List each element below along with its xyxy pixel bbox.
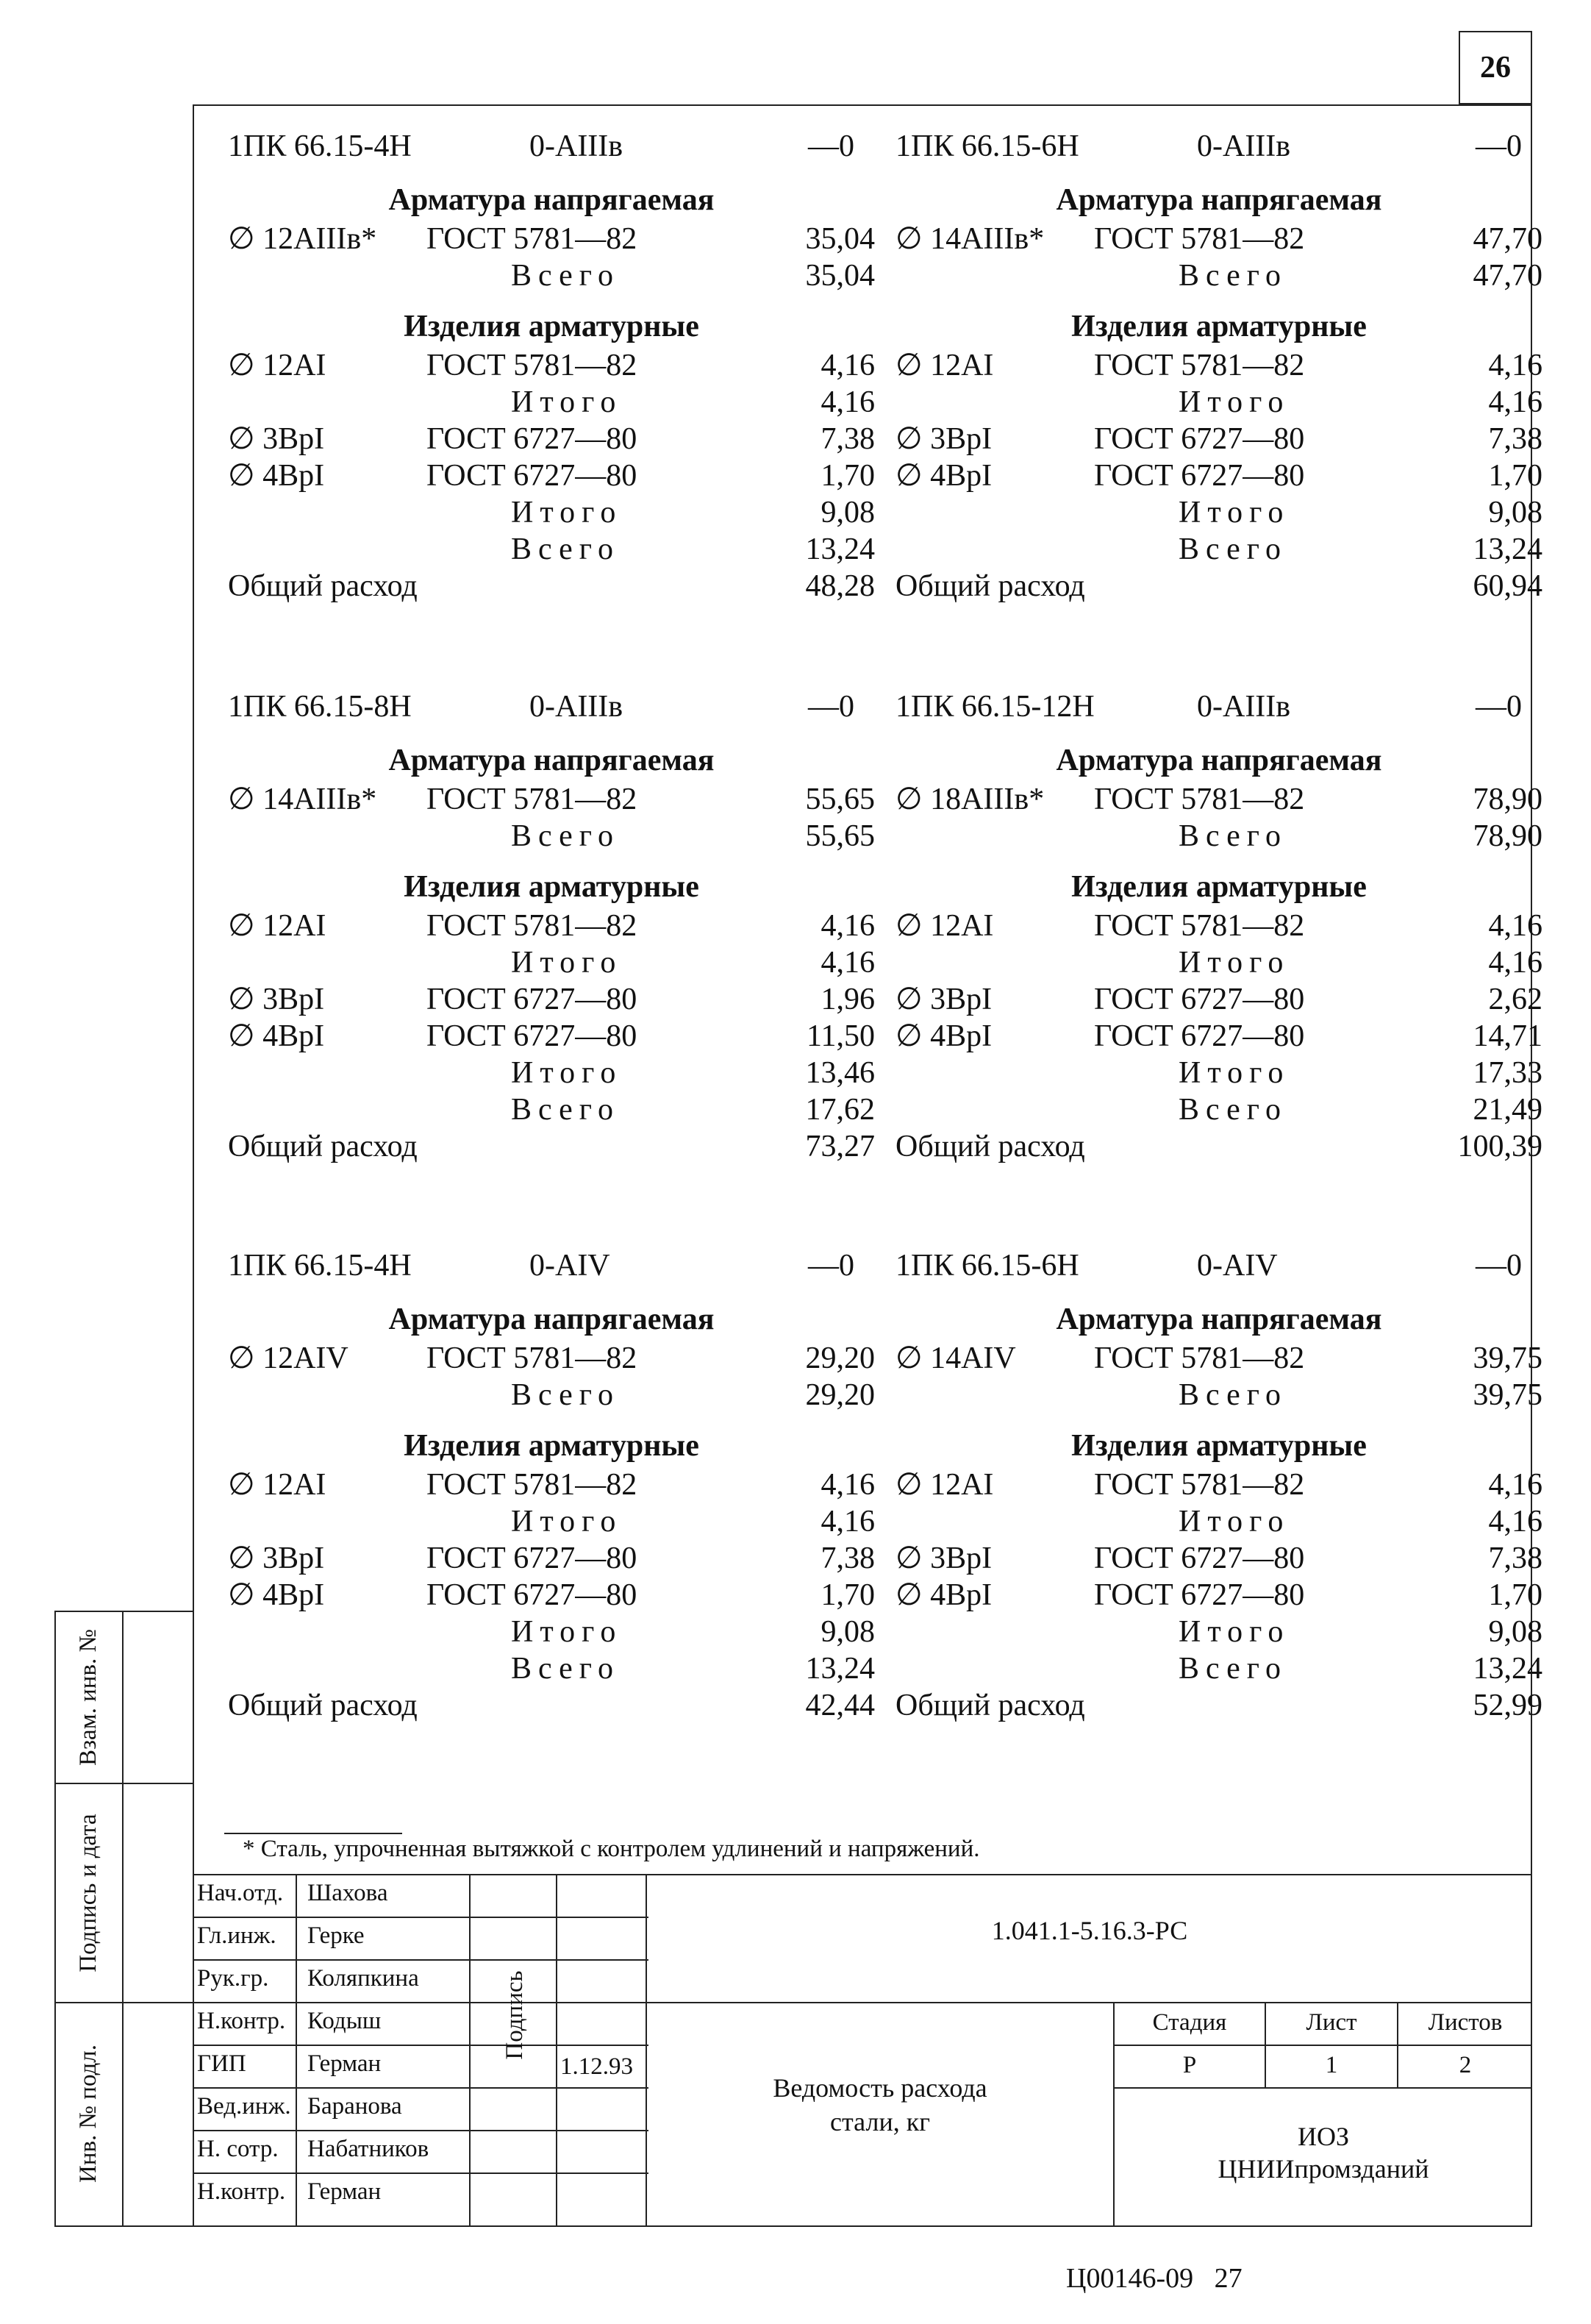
gost: ГОСТ 6727—80 [426, 422, 637, 456]
subtotal-label: Итого [511, 385, 623, 419]
subtotal-label: Итого [1179, 1615, 1290, 1649]
bar-type: ∅ 18АIIIв* [895, 783, 1045, 816]
block-row [228, 1614, 875, 1650]
value: 1,96 [820, 983, 875, 1016]
subtotal-value: 17,33 [1473, 1056, 1542, 1090]
block-row [895, 384, 1542, 421]
block-row [895, 568, 1542, 605]
block-row [228, 531, 875, 568]
value: 35,04 [805, 222, 875, 256]
stamp-name: Баранова [307, 2093, 402, 2120]
block-row [228, 1650, 875, 1687]
bottom-code: Ц00146-09 27 [1066, 2263, 1243, 2294]
block-row [228, 1340, 875, 1377]
total-label: Всего [1179, 1652, 1287, 1686]
block-row [895, 781, 1542, 818]
bar-type: ∅ 4ВрI [228, 459, 325, 493]
grand-total-value: 100,39 [1457, 1130, 1542, 1163]
value: 7,38 [1488, 1541, 1542, 1575]
subtotal-value: 4,16 [820, 946, 875, 980]
gost: ГОСТ 5781—82 [426, 222, 637, 256]
bar-type: ∅ 3ВрI [228, 1541, 325, 1575]
gost: ГОСТ 6727—80 [426, 1541, 637, 1575]
block-row [895, 1577, 1542, 1614]
grand-total-label: Общий расход [895, 1130, 1085, 1163]
subtotal-value: 9,08 [820, 1615, 875, 1649]
subtotal-label: Итого [1179, 1505, 1290, 1539]
subtotal-label: Итого [511, 496, 623, 530]
total-label: Всего [511, 532, 620, 566]
gost: ГОСТ 5781—82 [426, 909, 637, 943]
bar-type: ∅ 14АIIIв* [895, 222, 1045, 256]
bar-type: ∅ 12АI [895, 1468, 994, 1502]
block-row [895, 257, 1542, 294]
tolerance: —0 [808, 1249, 854, 1283]
subtotal-value: 13,46 [805, 1056, 875, 1090]
block-row [228, 421, 875, 457]
block-row [228, 944, 875, 981]
block-row [895, 1503, 1542, 1540]
bar-type: ∅ 4ВрI [895, 459, 993, 493]
subtotal-value: 4,16 [1488, 385, 1542, 419]
grand-total-value: 48,28 [805, 569, 875, 603]
block-row [895, 1055, 1542, 1091]
tolerance: —0 [808, 129, 854, 163]
bar-type: ∅ 12АIV [228, 1341, 348, 1375]
block-row [228, 568, 875, 605]
block-row [228, 981, 875, 1018]
block-row [228, 1466, 875, 1503]
bar-type: ∅ 12АI [228, 349, 326, 382]
total-label: Всего [1179, 1093, 1287, 1127]
bar-type: ∅ 4ВрI [228, 1578, 325, 1612]
signature-label: Подпись [501, 1970, 528, 2060]
block-row [895, 1340, 1542, 1377]
stamp-role: Вед.инж. [197, 2093, 291, 2120]
section-title-prestressed: Арматура напрягаемая [388, 183, 715, 217]
block-row [228, 1128, 875, 1165]
gost: ГОСТ 5781—82 [426, 783, 637, 816]
side-inv-label: Инв. № подл. [75, 2044, 101, 2184]
stamp-name: Шахова [307, 1880, 388, 1906]
gost: ГОСТ 5781—82 [426, 349, 637, 382]
bar-type: ∅ 4ВрI [228, 1019, 325, 1053]
value: 1,70 [1488, 1578, 1542, 1612]
block-row [228, 384, 875, 421]
mark: 1ПК 66.15-4Н [228, 1249, 412, 1283]
block-row [228, 1055, 875, 1091]
section-title-products: Изделия арматурные [404, 1429, 699, 1463]
doc-code: 1.041.1-5.16.3-РС [991, 1916, 1188, 1945]
value: 39,75 [1473, 1341, 1542, 1375]
block-row [228, 494, 875, 531]
date: 1.12.93 [560, 2053, 633, 2080]
value: 7,38 [820, 1541, 875, 1575]
total-label: Всего [1179, 259, 1287, 293]
total-label: Всего [1179, 1378, 1287, 1412]
section-title-prestressed: Арматура напрягаемая [388, 1302, 715, 1336]
block-row [895, 221, 1542, 257]
block-row [228, 1247, 875, 1284]
subtotal-label: Итого [1179, 385, 1290, 419]
block-row [228, 688, 875, 725]
block-row [895, 944, 1542, 981]
block-row [895, 1466, 1542, 1503]
total-label: Всего [511, 1652, 620, 1686]
block-row [228, 1503, 875, 1540]
stamp-role: Гл.инж. [197, 1922, 276, 1949]
bar-type: ∅ 3ВрI [895, 422, 993, 456]
doc-title-line1: Ведомость расхода [773, 2073, 987, 2103]
grand-total-value: 60,94 [1473, 569, 1542, 603]
value: 4,16 [820, 909, 875, 943]
block-row [895, 1614, 1542, 1650]
gost: ГОСТ 5781—82 [426, 1341, 637, 1375]
value: 78,90 [1473, 783, 1542, 816]
total-label: Всего [511, 1093, 620, 1127]
grand-total-value: 73,27 [805, 1130, 875, 1163]
steel-grade: 0-АIV [1197, 1249, 1278, 1283]
total-value: 35,04 [805, 259, 875, 293]
gost: ГОСТ 6727—80 [426, 983, 637, 1016]
value: 2,62 [1488, 983, 1542, 1016]
stamp-name: Коляпкина [307, 1965, 419, 1992]
total-value: 13,24 [805, 1652, 875, 1686]
stage-label: Стадия [1152, 2009, 1227, 2036]
grand-total-label: Общий расход [228, 569, 418, 603]
block-row [895, 981, 1542, 1018]
footnote-rule [224, 1833, 402, 1834]
value: 1,70 [820, 459, 875, 493]
block-row [895, 1018, 1542, 1055]
subtotal-label: Итого [511, 1056, 623, 1090]
value: 4,16 [1488, 909, 1542, 943]
section-title-products: Изделия арматурные [404, 870, 699, 904]
bar-type: ∅ 12АIIIв* [228, 222, 377, 256]
gost: ГОСТ 6727—80 [1094, 1578, 1305, 1612]
total-value: 17,62 [805, 1093, 875, 1127]
page-number: 26 [1459, 31, 1532, 104]
block-row [895, 1091, 1542, 1128]
grand-total-label: Общий расход [228, 1130, 418, 1163]
gost: ГОСТ 5781—82 [1094, 1468, 1305, 1502]
value: 7,38 [820, 422, 875, 456]
subtotal-value: 9,08 [820, 496, 875, 530]
block-row [895, 531, 1542, 568]
bar-type: ∅ 14АIV [895, 1341, 1016, 1375]
block-row [895, 688, 1542, 725]
block-row [228, 908, 875, 944]
block-row [895, 1377, 1542, 1414]
subtotal-label: Итого [1179, 1056, 1290, 1090]
org-line1: ИОЗ [1297, 2122, 1350, 2151]
block-row [228, 221, 875, 257]
block-row [895, 457, 1542, 494]
bar-type: ∅ 12АI [895, 909, 994, 943]
sheet-value: 1 [1325, 2052, 1338, 2078]
grand-total-label: Общий расход [895, 569, 1085, 603]
subtotal-label: Итого [511, 946, 623, 980]
stamp-role: Н.контр. [197, 2178, 286, 2205]
steel-grade: 0-АIV [529, 1249, 610, 1283]
mark: 1ПК 66.15-8Н [228, 690, 412, 724]
gost: ГОСТ 5781—82 [1094, 909, 1305, 943]
tolerance: —0 [1476, 690, 1522, 724]
section-title-products: Изделия арматурные [1071, 1429, 1367, 1463]
block-row [228, 457, 875, 494]
section-title-prestressed: Арматура напрягаемая [1056, 183, 1382, 217]
total-label: Всего [511, 819, 620, 853]
subtotal-value: 4,16 [820, 1505, 875, 1539]
value: 29,20 [805, 1341, 875, 1375]
block-row [228, 818, 875, 855]
gost: ГОСТ 6727—80 [426, 459, 637, 493]
gost: ГОСТ 6727—80 [426, 1019, 637, 1053]
block-row [228, 1377, 875, 1414]
sheets-value: 2 [1459, 2052, 1472, 2078]
block-row [228, 347, 875, 384]
gost: ГОСТ 6727—80 [1094, 1019, 1305, 1053]
value: 14,71 [1473, 1019, 1542, 1053]
block-row [228, 781, 875, 818]
value: 7,38 [1488, 422, 1542, 456]
steel-grade: 0-АIIIв [529, 690, 623, 724]
total-label: Всего [511, 259, 620, 293]
subtotal-label: Итого [1179, 496, 1290, 530]
block-row [895, 908, 1542, 944]
section-title-products: Изделия арматурные [1071, 870, 1367, 904]
gost: ГОСТ 5781—82 [1094, 783, 1305, 816]
grand-total-label: Общий расход [895, 1689, 1085, 1722]
total-label: Всего [1179, 532, 1287, 566]
value: 1,70 [1488, 459, 1542, 493]
stamp-name: Герман [307, 2178, 382, 2205]
mark: 1ПК 66.15-6Н [895, 129, 1079, 163]
org-line2: ЦНИИпромзданий [1218, 2154, 1429, 2184]
block-row [228, 1018, 875, 1055]
side-vzam-label: Взам. инв. № [75, 1629, 101, 1766]
bar-type: ∅ 3ВрI [228, 983, 325, 1016]
bar-type: ∅ 4ВрI [895, 1019, 993, 1053]
bar-type: ∅ 3ВрI [895, 983, 993, 1016]
bar-type: ∅ 14АIIIв* [228, 783, 377, 816]
mark: 1ПК 66.15-4Н [228, 129, 412, 163]
total-value: 47,70 [1473, 259, 1542, 293]
gost: ГОСТ 6727—80 [1094, 983, 1305, 1016]
section-title-prestressed: Арматура напрягаемая [1056, 744, 1382, 777]
block-row [895, 1128, 1542, 1165]
gost: ГОСТ 6727—80 [426, 1578, 637, 1612]
tolerance: —0 [1476, 129, 1522, 163]
frame-left-line [193, 104, 194, 2227]
block-row [895, 128, 1542, 165]
block-row [228, 1687, 875, 1724]
side-podpis-label: Подпись и дата [75, 1814, 101, 1972]
block-row [895, 818, 1542, 855]
grand-total-label: Общий расход [228, 1689, 418, 1722]
bar-type: ∅ 12АI [228, 1468, 326, 1502]
stamp-role: Н. сотр. [197, 2136, 279, 2162]
total-value: 78,90 [1473, 819, 1542, 853]
total-value: 29,20 [805, 1378, 875, 1412]
value: 55,65 [805, 783, 875, 816]
block-row [895, 1540, 1542, 1577]
bar-type: ∅ 3ВрI [228, 422, 325, 456]
gost: ГОСТ 5781—82 [1094, 349, 1305, 382]
value: 1,70 [820, 1578, 875, 1612]
total-value: 13,24 [805, 532, 875, 566]
total-value: 13,24 [1473, 532, 1542, 566]
bar-type: ∅ 3ВрI [895, 1541, 993, 1575]
block-row [228, 1577, 875, 1614]
steel-grade: 0-АIIIв [529, 129, 623, 163]
total-value: 13,24 [1473, 1652, 1542, 1686]
sheets-label: Листов [1428, 2009, 1503, 2036]
grand-total-value: 52,99 [1473, 1689, 1542, 1722]
stamp-name: Кодыш [307, 2008, 382, 2034]
section-title-prestressed: Арматура напрягаемая [1056, 1302, 1382, 1336]
tolerance: —0 [808, 690, 854, 724]
gost: ГОСТ 6727—80 [1094, 1541, 1305, 1575]
block-row [228, 1091, 875, 1128]
block-row [895, 494, 1542, 531]
mark: 1ПК 66.15-6Н [895, 1249, 1079, 1283]
gost: ГОСТ 5781—82 [1094, 222, 1305, 256]
stamp-name: Герман [307, 2050, 382, 2077]
block-row [895, 1650, 1542, 1687]
stage-value: Р [1182, 2052, 1197, 2078]
subtotal-value: 9,08 [1488, 496, 1542, 530]
subtotal-label: Итого [511, 1505, 623, 1539]
stamp-name: Набатников [307, 2136, 429, 2162]
section-title-products: Изделия арматурные [404, 310, 699, 343]
block-row [895, 347, 1542, 384]
stamp-name: Герке [307, 1922, 365, 1949]
section-title-products: Изделия арматурные [1071, 310, 1367, 343]
total-value: 39,75 [1473, 1378, 1542, 1412]
subtotal-value: 9,08 [1488, 1615, 1542, 1649]
total-value: 21,49 [1473, 1093, 1542, 1127]
footnote: * Сталь, упрочненная вытяжкой с контролем удлинений и напряжений. [243, 1836, 980, 1862]
frame-bottom-line [54, 2225, 1532, 2227]
section-title-prestressed: Арматура напрягаемая [388, 744, 715, 777]
bar-type: ∅ 4ВрI [895, 1578, 993, 1612]
subtotal-value: 4,16 [1488, 946, 1542, 980]
mark: 1ПК 66.15-12Н [895, 690, 1095, 724]
bar-type: ∅ 12АI [228, 909, 326, 943]
subtotal-value: 4,16 [820, 385, 875, 419]
block-row [228, 257, 875, 294]
block-row [228, 1540, 875, 1577]
gost: ГОСТ 5781—82 [426, 1468, 637, 1502]
steel-grade: 0-АIIIв [1197, 690, 1291, 724]
subtotal-value: 4,16 [1488, 1505, 1542, 1539]
stamp-role: Нач.отд. [197, 1880, 284, 1906]
stamp-role: Рук.гр. [197, 1965, 269, 1992]
sheet-label: Лист [1306, 2009, 1357, 2036]
gost: ГОСТ 5781—82 [1094, 1341, 1305, 1375]
bar-type: ∅ 12АI [895, 349, 994, 382]
total-label: Всего [1179, 819, 1287, 853]
value: 11,50 [807, 1019, 875, 1053]
steel-grade: 0-АIIIв [1197, 129, 1291, 163]
value: 4,16 [1488, 349, 1542, 382]
gost: ГОСТ 6727—80 [1094, 459, 1305, 493]
value: 4,16 [820, 349, 875, 382]
block-row [895, 1247, 1542, 1284]
tolerance: —0 [1476, 1249, 1522, 1283]
frame-top-line [193, 104, 1532, 106]
value: 4,16 [1488, 1468, 1542, 1502]
block-row [228, 128, 875, 165]
value: 4,16 [820, 1468, 875, 1502]
block-row [895, 421, 1542, 457]
gost: ГОСТ 6727—80 [1094, 422, 1305, 456]
value: 47,70 [1473, 222, 1542, 256]
doc-title-line2: стали, кг [830, 2107, 930, 2136]
total-value: 55,65 [805, 819, 875, 853]
stamp-role: ГИП [197, 2050, 246, 2077]
subtotal-label: Итого [511, 1615, 623, 1649]
total-label: Всего [511, 1378, 620, 1412]
subtotal-label: Итого [1179, 946, 1290, 980]
grand-total-value: 42,44 [805, 1689, 875, 1722]
stamp-role: Н.контр. [197, 2008, 286, 2034]
block-row [895, 1687, 1542, 1724]
